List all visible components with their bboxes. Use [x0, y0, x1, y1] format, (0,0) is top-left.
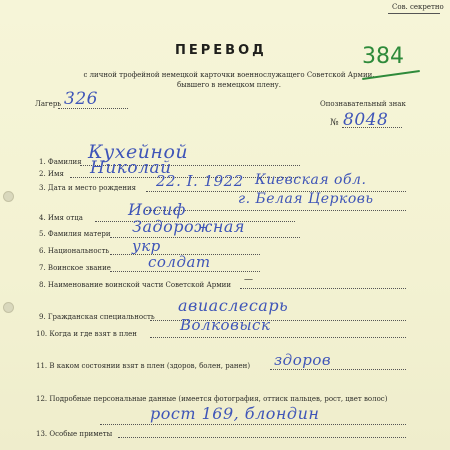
- field-label-personal-data: 12. Подробные персональные данные (имеется фотография, оттиск пальцев, рост, цвет волос): [36, 395, 388, 403]
- field-label-nationality: 6. Национальность: [39, 247, 110, 255]
- camp-label: Лагерь: [35, 100, 62, 108]
- field-line-captured: [150, 337, 406, 338]
- field-line-condition: [270, 369, 406, 370]
- field-line-unit: [240, 288, 406, 289]
- field-label-profession: 9. Гражданская специальность: [39, 313, 155, 321]
- field-value-condition: здоров: [274, 351, 332, 369]
- punch-hole-top: [3, 191, 14, 202]
- archive-number: 384: [362, 44, 404, 69]
- field-line-features: [118, 437, 406, 438]
- id-tag-label: Опознавательный знак: [320, 100, 406, 108]
- field-value-name: Николай: [90, 158, 172, 178]
- classification-underline: [388, 13, 440, 14]
- field-label-captured: 10. Когда и где взят в плен: [36, 330, 137, 338]
- field-value-captured: Волковыск: [180, 316, 271, 334]
- field-line-rank: [110, 271, 260, 272]
- field-value-mother: Задорожная: [132, 217, 246, 236]
- field-label-father: 4. Имя отца: [39, 214, 83, 222]
- field-label-name: 2. Имя: [39, 170, 64, 178]
- punch-hole-bottom: [3, 302, 14, 313]
- field-label-rank: 7. Воинское звание: [39, 264, 111, 272]
- id-tag-prefix: №: [330, 118, 339, 128]
- field-line-personal-data: [100, 424, 406, 425]
- field-value-surname: Кухейной: [88, 141, 189, 163]
- field-label-features: 13. Особые приметы: [36, 430, 113, 438]
- field-value-birth-region: Киевская обл.: [255, 172, 367, 188]
- field-label-birth: 3. Дата и место рождения: [39, 184, 137, 192]
- id-tag-value: 8048: [343, 110, 389, 130]
- field-value-nationality: укр: [132, 237, 161, 255]
- field-value-personal-data: рост 169, блондин: [150, 404, 320, 423]
- field-value-birth-town: г. Белая Церковь: [238, 191, 374, 207]
- field-value-profession: авиаслесарь: [178, 296, 289, 315]
- field-value-unit: —: [244, 275, 253, 285]
- document-title: ПЕРЕВОД: [175, 43, 267, 58]
- field-label-condition: 11. В каком состоянии взят в плен (здоров, болен, ранен): [36, 362, 251, 370]
- field-value-father: Иосиф: [128, 200, 186, 219]
- field-label-mother: 5. Фамилия матери: [39, 230, 111, 238]
- field-value-birth-date: 22. I. 1922: [156, 172, 244, 190]
- classification-label: Сов. секретно: [392, 3, 444, 11]
- field-value-rank: солдат: [148, 253, 211, 271]
- document-subtitle: с личной трофейной немецкой карточки военнослужащего Советской Армии, бывшего в немецком плену.: [83, 71, 375, 89]
- field-label-unit: 8. Наименование воинской части Советской Армии: [39, 281, 232, 289]
- camp-value: 326: [64, 89, 98, 109]
- field-label-surname: 1. Фамилия: [39, 158, 82, 166]
